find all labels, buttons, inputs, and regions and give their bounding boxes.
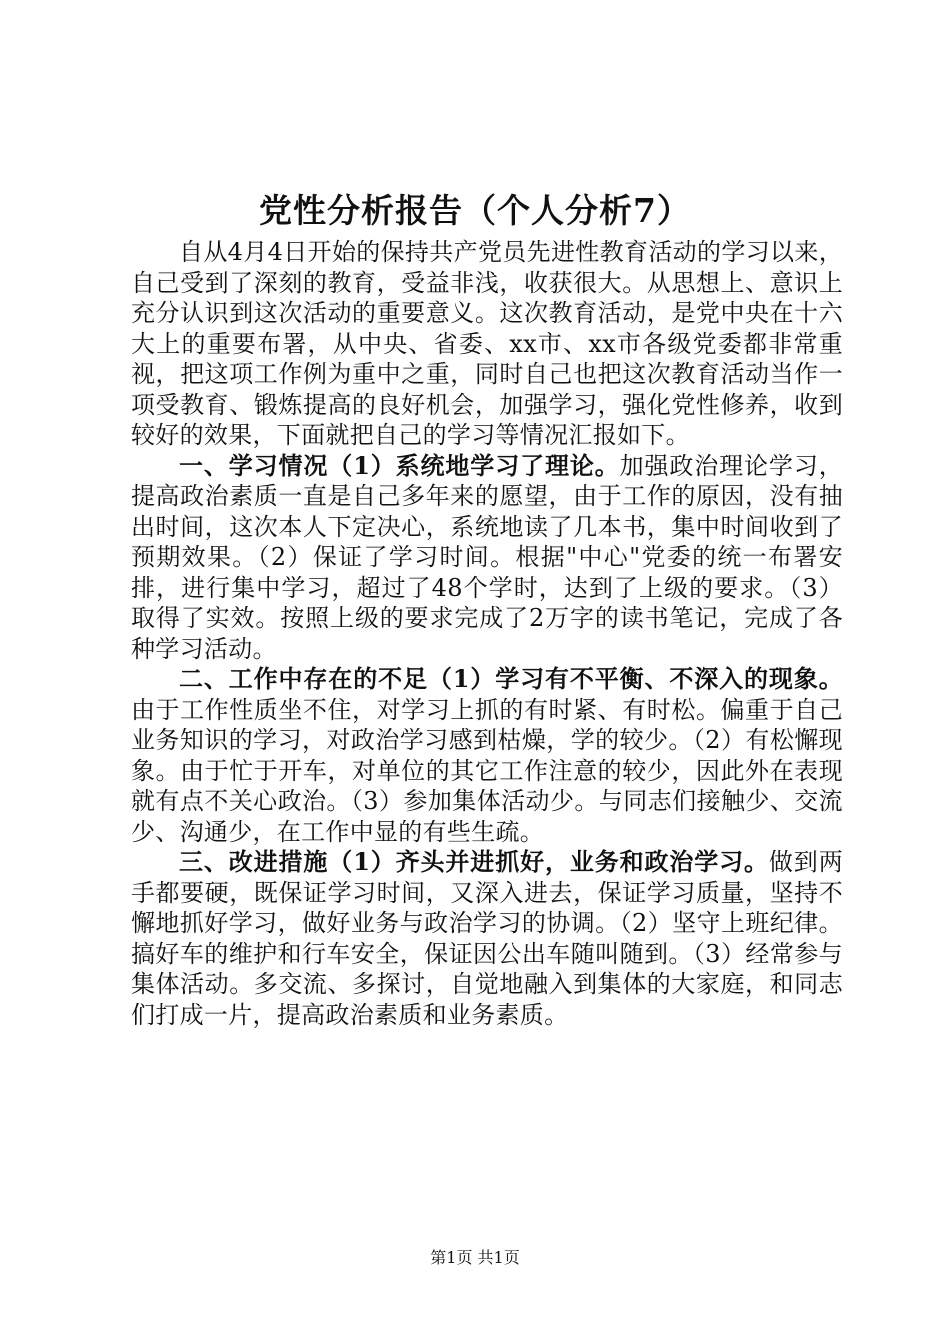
document-body <box>131 237 843 1030</box>
paragraph-heading: 一、学习情况（1）系统地学习了理论。 <box>179 450 620 480</box>
paragraph-text: 加强政治理论学习，提高政治素质一直是自己多年来的愿望，由于工作的原因，没有抽出时间，这次本人下定决心，系统地读了几本书，集中时间收到了预期效果。（2）保证了学习时间。根据"中心"党委的统一布署安排，进行集中学习，超过了48个学时，达到了上级的要求。（3）取得了实效。按照上级的要求完成了2万字的读书笔记，完成了各种学习活动。 <box>131 451 843 663</box>
paragraph-text: 做到两手都要硬，既保证学习时间，又深入进去，保证学习质量，坚持不懈地抓好学习，做好业务与政治学习的协调。（2）坚守上班纪律。搞好车的维护和行车安全，保证因公出车随叫随到。（3）经常参与集体活动。多交流、多探讨，自觉地融入到集体的大家庭，和同志们打成一片，提高政治素质和业务素质。 <box>131 848 843 1029</box>
paragraph-text: 自从4月4日开始的保持共产党员先进性教育活动的学习以来，自己受到了深刻的教育，受益非浅，收获很大。从思想上、意识上充分认识到这次活动的重要意义。这次教育活动，是党中央在十六大上的重要布署，从中央、省委、xx市、xx市各级党委都非常重视，把这项工作例为重中之重，同时自己也把这次教育活动当作一项受教育、锻炼提高的良好机会，加强学习，强化党性修养，收到较好的效果，下面就把自己的学习等情况汇报如下。 <box>131 238 843 449</box>
paragraph-heading: 二、工作中存在的不足（1）学习有不平衡、不深入的现象。 <box>179 664 843 693</box>
document-title: 党性分析报告（个人分析7） <box>259 191 691 230</box>
paragraph-intro <box>131 237 843 451</box>
paragraph-improvements <box>131 847 843 1030</box>
paragraph-text: 由于工作性质坐不住，对学习上抓的有时紧、有时松。偏重于自己业务知识的学习，对政治学习感到枯燥，学的较少。（2）有松懈现象。由于忙于开车，对单位的其它工作注意的较少，因此外在表现就有点不关心政治。（3）参加集体活动少。与同志们接触少、交流少、沟通少，在工作中显的有些生疏。 <box>131 695 843 846</box>
paragraph-study <box>131 451 843 665</box>
paragraph-shortcomings <box>131 664 843 847</box>
page-footer: 第1页 共1页 <box>430 1248 520 1267</box>
paragraph-heading: 三、改进措施（1）齐头并进抓好，业务和政治学习。 <box>179 847 769 876</box>
